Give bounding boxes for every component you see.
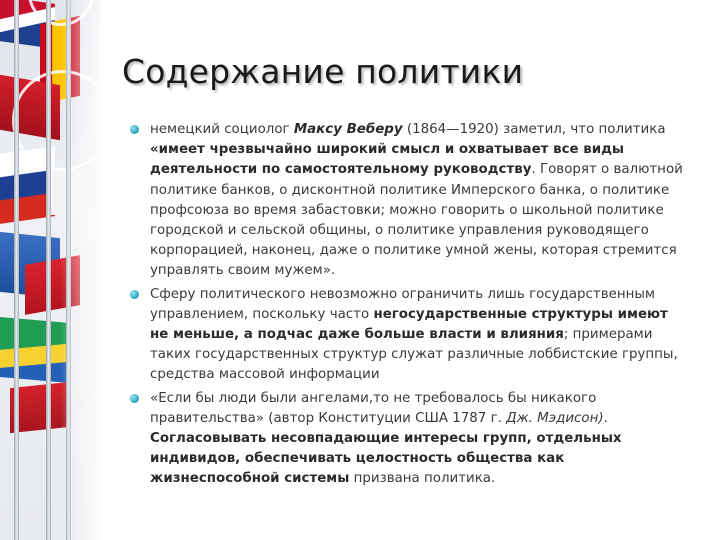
text: призвана политика. (349, 471, 496, 487)
text: . (603, 410, 608, 426)
bullet-icon (130, 290, 139, 299)
non-state-structures-bold: негосударственные структуры имеют не меньше, а подчас даже больше власти и влияния (150, 306, 668, 343)
weber-quote-bold: «имеет чрезвычайно широкий смысл и охватывает все виды деятельности по самостоятельному руководству (150, 142, 625, 178)
flags-fade (60, 0, 100, 540)
text: (1864—1920) заметил, что политика (402, 122, 666, 137)
bullet-item-sphere (130, 285, 690, 386)
flags-decoration (0, 0, 100, 540)
bullet-item-madison (130, 389, 690, 490)
flag-pole (46, 0, 51, 540)
text: немецкий социолог (150, 122, 294, 137)
bullet-icon (130, 125, 139, 134)
text: Сферу политического невозможно ограничить лишь государственным управлением, поскольку часто (150, 286, 656, 322)
madison-name: Дж. Мэдисон) (506, 410, 604, 426)
text: ; примерами таких государственных структур служат различные лоббистские группы, средства массовой информации (150, 327, 678, 383)
bullet-item-weber (130, 120, 690, 282)
text: «Если бы люди были ангелами,то не требовалось бы никакого правительства» (автор Конституции США 1787 г. (150, 390, 597, 426)
text: . Говорят о валютной политике банков, о дисконтной политике Имперского банка, о политике профсоюза во время забастовки; можно говорить о школьной политике городской и сельской общины, о политике управления руководящего корпорацией, наконец, даже о политике умной жены, которая стремится управлять своим мужем». (150, 162, 683, 279)
weber-name: Максу Веберу (293, 122, 403, 137)
flag-pole (14, 0, 19, 540)
reconcile-interests-bold: Согласовывать несовпадающие интересы групп, отдельных индивидов, обеспечивать целостность общества как жизнеспособной системы (150, 431, 622, 487)
slide-content (130, 120, 690, 493)
bullet-icon (130, 394, 139, 403)
slide-title: Содержание политики (122, 52, 524, 91)
